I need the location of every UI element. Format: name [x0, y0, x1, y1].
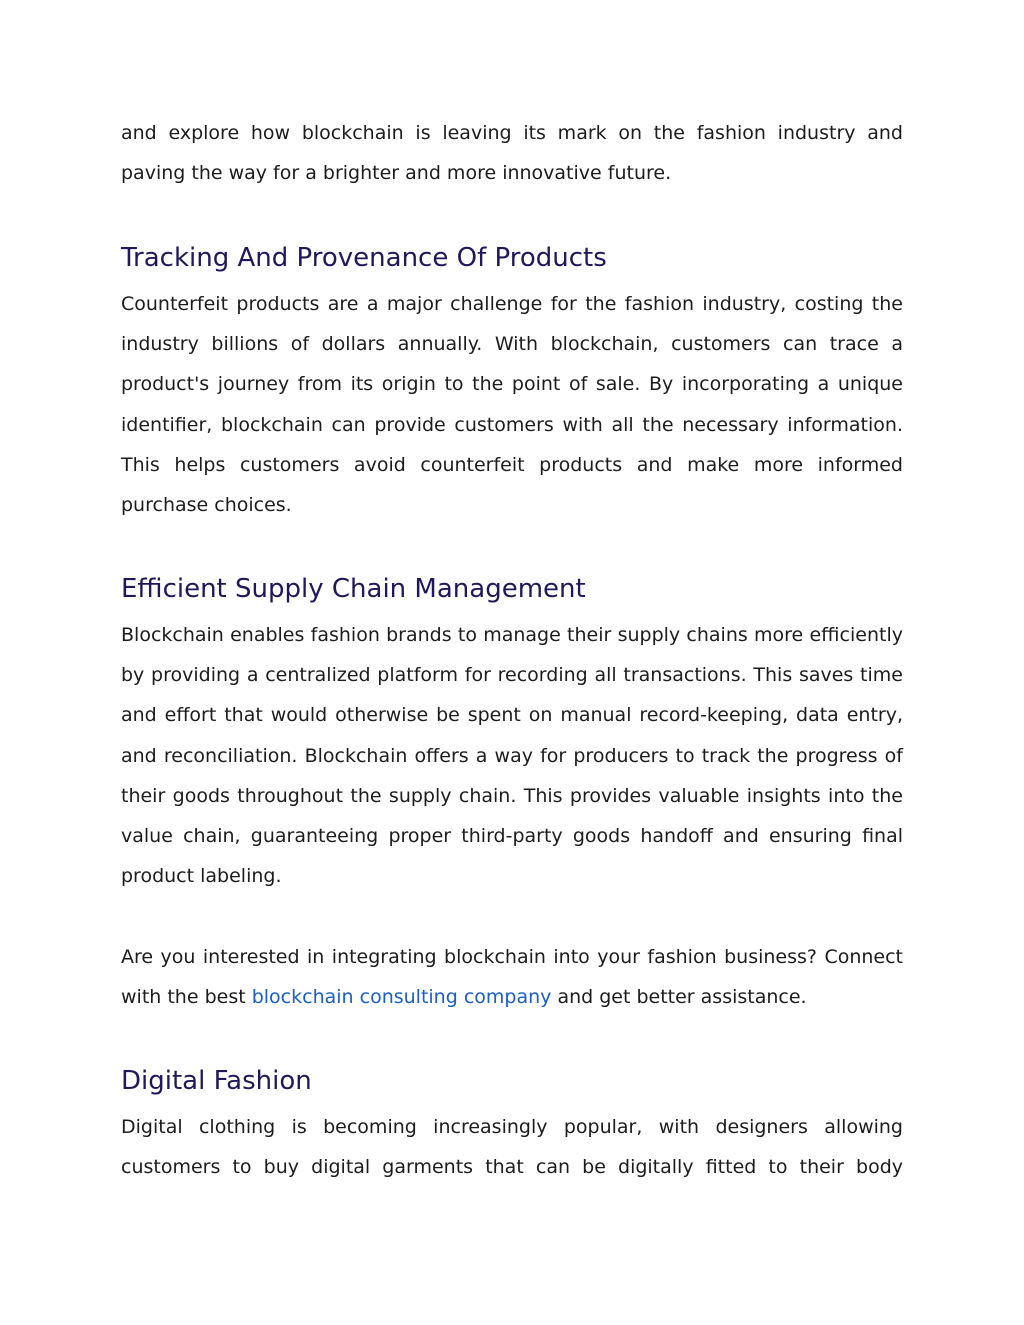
- digital-fashion-paragraph-block: [121, 1107, 903, 1187]
- digital-fashion-heading: Digital Fashion: [121, 1066, 312, 1096]
- tracking-paragraph-block: [121, 284, 903, 525]
- cta-text-after-link: and get better assistance.: [551, 986, 807, 1009]
- tracking-paragraph: Counterfeit products are a major challenge for the fashion industry, costing the industry billions of dollars annually. With blockchain, customers can trace a product's journey from its origin to the point of sale. By incorporating a unique identifier, blockchain can provide customers with all the necessary information. This helps customers avoid counterfeit products and make more informed purchase choices.: [121, 293, 903, 517]
- cta-paragraph-block: [121, 937, 903, 1017]
- digital-fashion-paragraph: Digital clothing is becoming increasingly popular, with designers allowing customers to buy digital garments that can be digitally fitted to their body: [121, 1116, 903, 1179]
- tracking-heading: Tracking And Provenance Of Products: [121, 243, 607, 273]
- intro-paragraph-block: [121, 113, 903, 193]
- cta-paragraph: [121, 937, 903, 1017]
- supply-chain-paragraph: Blockchain enables fashion brands to manage their supply chains more efficiently by providing a centralized platform for recording all transactions. This saves time and effort that would otherwise be spent on manual record-keeping, data entry, and reconciliation. Blockchain offers a way for producers to track the progress of their goods throughout the supply chain. This provides valuable insights into the value chain, guaranteeing proper third-party goods handoff and ensuring final product labeling.: [121, 624, 903, 888]
- cta-text-before-link: Are you interested in integrating blockchain into your fashion business? Connect with the best: [121, 946, 903, 1009]
- intro-paragraph: and explore how blockchain is leaving its mark on the fashion industry and paving the way for a brighter and more innovative future.: [121, 122, 903, 185]
- blockchain-consulting-link[interactable]: blockchain consulting company: [251, 986, 552, 1009]
- supply-chain-heading: Efficient Supply Chain Management: [121, 574, 586, 604]
- supply-chain-paragraph-block: [121, 615, 903, 896]
